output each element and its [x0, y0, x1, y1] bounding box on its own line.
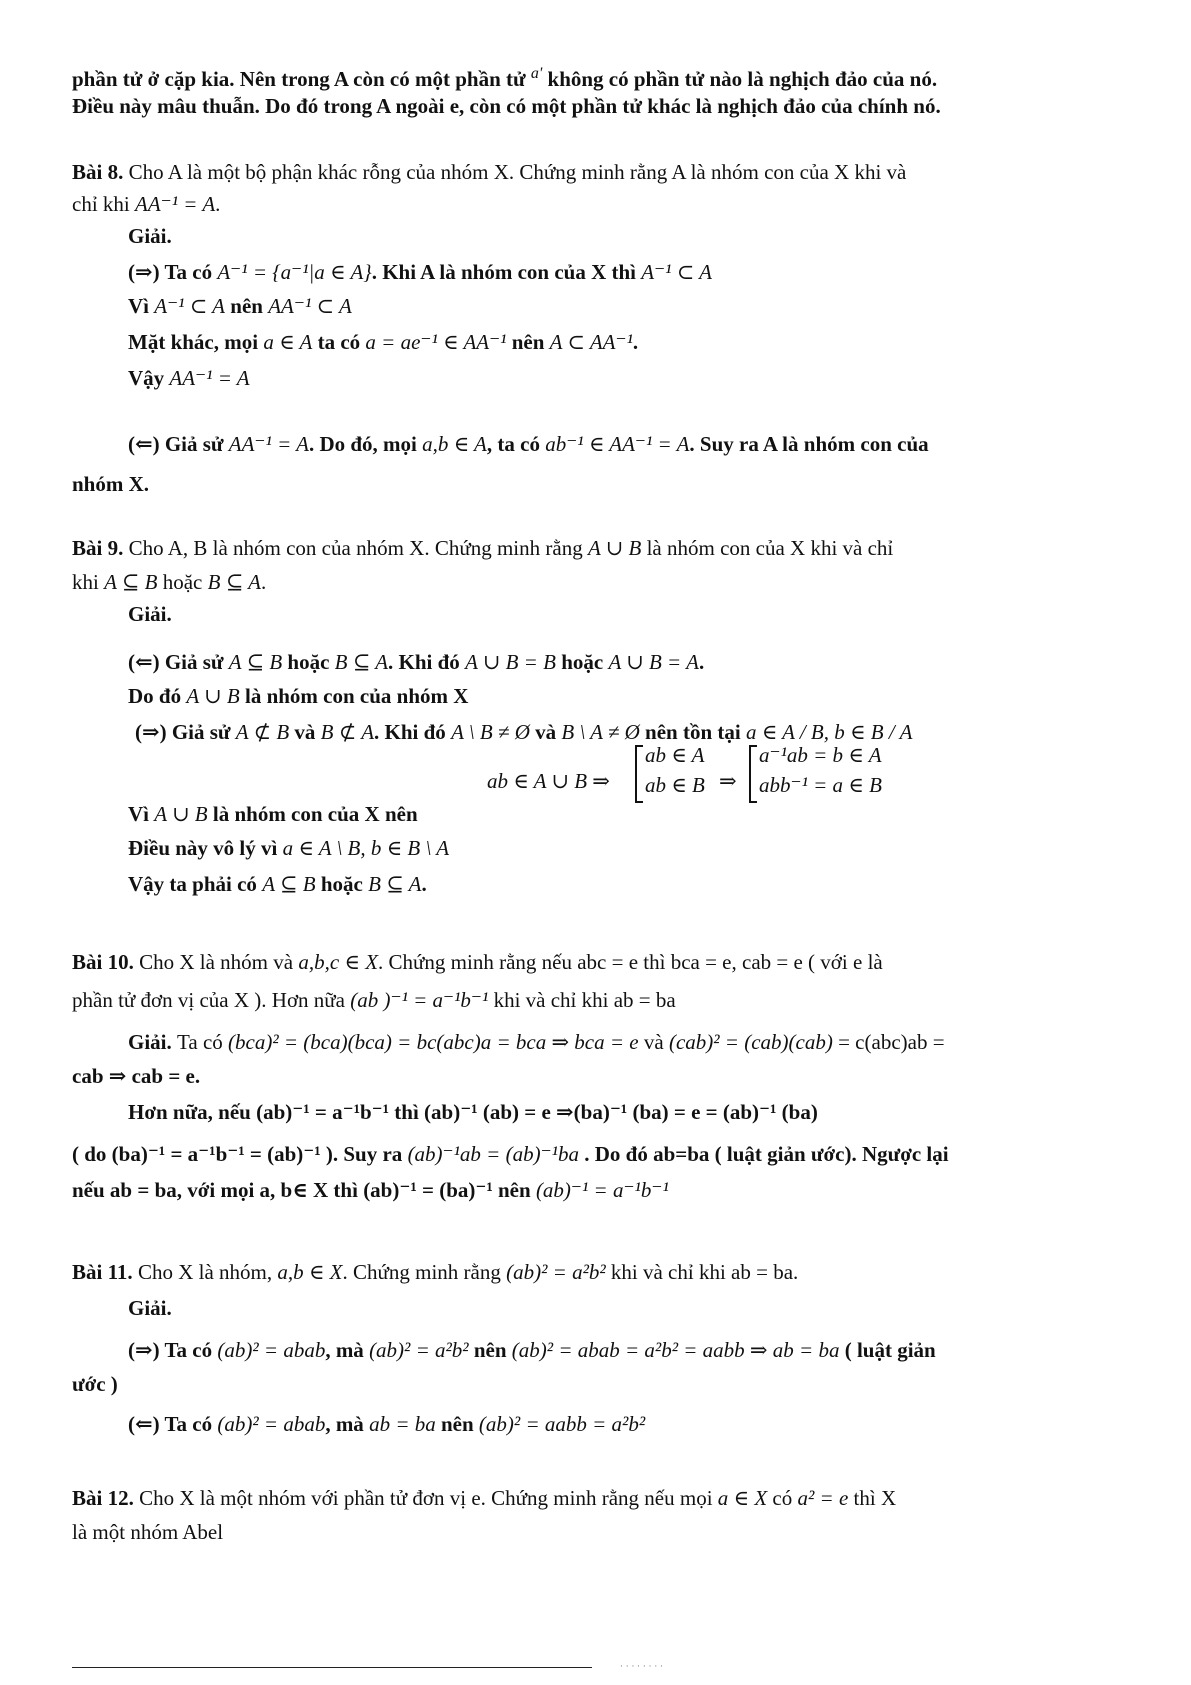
text: Cho X là nhóm và [139, 950, 294, 974]
math: ab ∈ B [645, 773, 705, 797]
footer-watermark: · · · · · · · · [620, 1662, 663, 1672]
text: nên [511, 330, 545, 354]
math: B ⊄ A [320, 720, 375, 744]
math: A ∪ B = B [465, 650, 556, 674]
text: ( do (ba)⁻¹ = a⁻¹b⁻¹ = (ab)⁻¹ ). Suy ra [72, 1142, 403, 1166]
text: và [535, 720, 557, 744]
text: Cho X là nhóm, [137, 1260, 273, 1284]
bai9-step-6: Vậy ta phải có A ⊆ B hoặc B ⊆ A. [128, 872, 427, 896]
text: không có phần tử nào là nghịch đảo của nó. [547, 67, 938, 91]
bai8-step-4 [128, 364, 250, 392]
text: Do đó [128, 684, 182, 708]
exercise-title: Bài 10. [72, 950, 134, 974]
bai10-step-1 [128, 1028, 945, 1056]
text: Mặt khác, mọi [128, 330, 259, 354]
math: A ∪ B [186, 684, 240, 708]
text: (⇐) Ta có [128, 1412, 213, 1436]
text: (⇒) Ta có [128, 260, 213, 284]
math: A ∪ B = A [608, 650, 699, 674]
text: , mà [325, 1338, 364, 1362]
text: Cho X là một nhóm với phần tử đơn vị e. Chứng minh rằng nếu mọi [139, 1486, 713, 1510]
text: Cho A, B là nhóm con của nhóm X. Chứng minh rằng [128, 536, 583, 560]
text: . Khi đó [374, 720, 446, 744]
bai11-step-3 [128, 1410, 645, 1438]
text: là nhóm con của nhóm X [244, 684, 469, 708]
math: (ab)² = abab = a²b² = aabb ⇒ ab = ba [511, 1338, 840, 1362]
text: hoặc [287, 650, 330, 674]
math: a,b ∈ X [277, 1260, 343, 1284]
text: phần tử đơn vị của X ). Hơn nữa [72, 988, 345, 1012]
text: nên [440, 1412, 474, 1436]
math: A⁻¹ = {a⁻¹|a ∈ A} [217, 260, 372, 284]
bai8-solution-label: Giải. [128, 224, 172, 248]
text: (⇐) Giả sử [128, 650, 224, 674]
text: (⇒) Ta có [128, 1338, 213, 1362]
math: A ∪ B [587, 536, 642, 560]
bai10-question-line-2 [72, 986, 676, 1014]
math: A ⊄ B [235, 720, 290, 744]
bai9-step-4 [128, 800, 418, 828]
math: A \ B ≠ Ø [451, 720, 530, 744]
math: a⁻¹ab = b ∈ A [759, 743, 882, 767]
text: . Do đó, mọi [308, 432, 417, 456]
text: là nhóm con của X khi và chỉ [646, 536, 894, 560]
text: chỉ khi [72, 192, 130, 216]
text: ( luật giản [844, 1338, 936, 1362]
math: A ∪ B [154, 802, 208, 826]
bai8-step-6: nhóm X. [72, 472, 150, 496]
text: . Do đó ab=ba ( luật giản ước). Ngược lại [584, 1142, 949, 1166]
text: ta có [317, 330, 361, 354]
math: (ab)⁻¹ab = (ab)⁻¹ba [407, 1142, 579, 1166]
bai11-step-1 [128, 1336, 936, 1364]
text: và [294, 720, 316, 744]
math: A⁻¹ ⊂ A [154, 294, 226, 318]
math: a,b ∈ A [422, 432, 487, 456]
text: , ta có [486, 432, 540, 456]
math: B \ A ≠ Ø [561, 720, 640, 744]
text: Vì [128, 294, 149, 318]
math: a ∈ A [263, 330, 313, 354]
text: . Suy ra A là nhóm con của [689, 432, 929, 456]
intro-line-2: Điều này mâu thuẫn. Do đó trong A ngoài e, còn có một phần tử khác là nghịch đảo của chính nó. [72, 94, 941, 118]
text: hoặc [162, 570, 203, 594]
math: (ab)² = a²b² [369, 1338, 469, 1362]
bai9-step-5 [128, 834, 449, 862]
solution-label: Giải. [128, 1030, 172, 1054]
text: . Chứng minh rằng [342, 1260, 501, 1284]
bai9-step-2 [128, 682, 468, 710]
math: (ab)⁻¹ = a⁻¹b⁻¹ [535, 1178, 669, 1202]
math: ab ∈ A ∪ B ⇒ [487, 769, 610, 793]
math: ab = ba [369, 1412, 436, 1436]
bai9-question-line-2: khi A ⊆ B hoặc B ⊆ A. [72, 570, 267, 594]
text: nếu ab = ba, với mọi a, b∈ X thì (ab)⁻¹ = (ba)⁻¹ nên [72, 1178, 531, 1202]
math: AA⁻¹ = A [169, 366, 250, 390]
math: AA⁻¹ = A [228, 432, 309, 456]
math: a ∈ X [717, 1486, 768, 1510]
bai9-question-line-1 [72, 534, 893, 562]
text: . Chứng minh rằng nếu abc = e thì bca = e, cab = e ( với e là [378, 950, 883, 974]
text: nên [473, 1338, 507, 1362]
text: Vậy [128, 366, 165, 390]
math: ab ∈ A [645, 743, 705, 767]
exercise-title: Bài 11. [72, 1260, 133, 1284]
bai10-step-2: cab ⇒ cab = e. [72, 1064, 201, 1088]
bai9-step-1: (⇐) Giả sử A ⊆ B hoặc B ⊆ A. Khi đó A ∪ B = B hoặc A ∪ B = A. [128, 650, 705, 674]
bai10-question-line-1 [72, 948, 883, 976]
text: thì X [853, 1486, 897, 1510]
bai8-step-1 [128, 258, 712, 286]
math: (ab)² = abab [217, 1412, 326, 1436]
text: = c(abc)ab = [838, 1030, 945, 1054]
bai12-question-line-1 [72, 1484, 896, 1512]
bai10-step-3: Hơn nữa, nếu (ab)⁻¹ = a⁻¹b⁻¹ thì (ab)⁻¹ (ab) = e ⇒(ba)⁻¹ (ba) = e = (ab)⁻¹ (ba) [128, 1100, 818, 1124]
text: Vì [128, 802, 149, 826]
math: a,b,c ∈ X [298, 950, 379, 974]
bai8-step-3: Mặt khác, mọi a ∈ A ta có a = ae⁻¹ ∈ AA⁻¹ nên A ⊂ AA⁻¹. [128, 330, 639, 354]
math: (bca)² = (bca)(bca) = bc(abc)a = bca ⇒ bca = e [228, 1030, 639, 1054]
bai10-step-5 [72, 1176, 669, 1204]
text: khi và chỉ khi ab = ba [493, 988, 676, 1012]
text: nên [230, 294, 263, 318]
math: A ⊆ B [104, 570, 158, 594]
text: hoặc [320, 872, 363, 896]
exercise-title: Bài 9. [72, 536, 124, 560]
text: (⇒) Giả sử [135, 720, 231, 744]
text: . Khi A là nhóm con của X thì [371, 260, 636, 284]
bai8-question-line-1 [72, 158, 906, 186]
text: là nhóm con của X nên [212, 802, 418, 826]
text: . Khi đó [388, 650, 460, 674]
footer-rule [72, 1667, 592, 1668]
text: khi [72, 570, 99, 594]
math: a² = e [797, 1486, 849, 1510]
left-bracket [635, 745, 643, 803]
text: Vậy ta phải có [128, 872, 257, 896]
math: B ⊆ A [368, 872, 422, 896]
text: Điều này vô lý vì [128, 836, 278, 860]
math: (ab)² = abab [217, 1338, 326, 1362]
text: , mà [325, 1412, 364, 1436]
bai10-step-4 [72, 1140, 949, 1168]
math: (ab)² = aabb = a²b² [478, 1412, 646, 1436]
math: (ab)² = a²b² [506, 1260, 606, 1284]
bai11-step-2: ước ) [72, 1372, 118, 1396]
bai11-question [72, 1258, 798, 1286]
math: B ⊆ A [334, 650, 389, 674]
math: ab⁻¹ ∈ AA⁻¹ = A [545, 432, 690, 456]
text: phần tử ở cặp kia. Nên trong A còn có một phần tử [72, 67, 526, 91]
math: AA⁻¹ ⊂ A [268, 294, 352, 318]
bai12-question-line-2: là một nhóm Abel [72, 1520, 224, 1544]
math: a' [530, 65, 543, 82]
math: (cab)² = (cab)(cab) [668, 1030, 833, 1054]
math: B ⊆ A [207, 570, 261, 594]
text: hoặc [561, 650, 604, 674]
math: A ⊆ B [228, 650, 283, 674]
text: Ta có [177, 1030, 223, 1054]
exercise-title: Bài 12. [72, 1486, 134, 1510]
bai9-solution-label: Giải. [128, 602, 172, 626]
text: Cho A là một bộ phận khác rỗng của nhóm X. Chứng minh rằng A là nhóm con của X khi và [128, 160, 907, 184]
math: a ∈ A / B, b ∈ B / A [745, 720, 913, 744]
text: khi và chỉ khi ab = ba. [610, 1260, 799, 1284]
text: có [772, 1486, 793, 1510]
bai8-step-5 [128, 430, 929, 458]
bai11-solution-label: Giải. [128, 1296, 172, 1320]
text: (⇐) Giả sử [128, 432, 224, 456]
bai9-step-3 [135, 718, 912, 746]
bai8-question-line-2: chỉ khi AA⁻¹ = A. [72, 192, 221, 216]
math: A⁻¹ ⊂ A [641, 260, 713, 284]
bai8-step-2 [128, 292, 352, 320]
math: (ab )⁻¹ = a⁻¹b⁻¹ [350, 988, 489, 1012]
left-bracket [749, 745, 757, 803]
exercise-title: Bài 8. [72, 160, 124, 184]
implies-symbol: ⇒ [719, 769, 737, 793]
math: a = ae⁻¹ ∈ AA⁻¹ [365, 330, 507, 354]
intro-line-1 [72, 60, 937, 93]
math: A ⊆ B [262, 872, 316, 896]
text: và [643, 1030, 664, 1054]
text: nên tồn tại [645, 720, 741, 744]
math: abb⁻¹ = a ∈ B [759, 773, 882, 797]
math: AA⁻¹ = A [135, 192, 216, 216]
math: a ∈ A \ B, b ∈ B \ A [282, 836, 450, 860]
math: A ⊂ AA⁻¹ [549, 330, 633, 354]
